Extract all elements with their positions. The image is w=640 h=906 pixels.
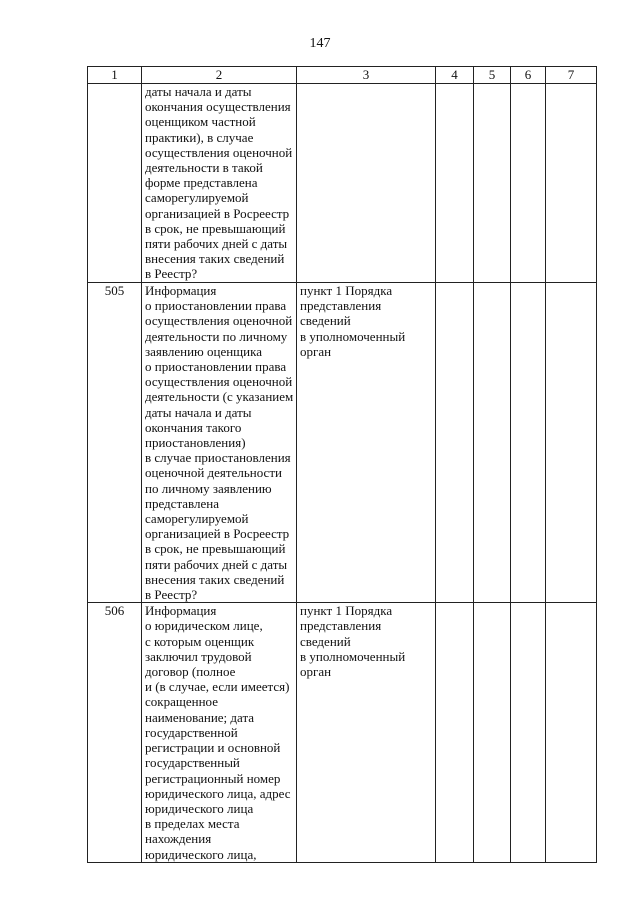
row-cell-c5 xyxy=(474,283,511,603)
table-body xyxy=(88,84,597,863)
column-header-7: 7 xyxy=(546,67,597,84)
description-line: по личному заявлению xyxy=(145,480,272,496)
description-line: в пределах места xyxy=(145,816,240,832)
description-line: оценщиком частной xyxy=(145,114,256,130)
description-line: Информация xyxy=(145,603,217,619)
description-line: договор (полное xyxy=(145,664,236,680)
description-line: юридического лица, адрес xyxy=(145,785,291,801)
description-line: осуществления оценочной xyxy=(145,144,293,160)
header-row xyxy=(88,67,597,84)
column-header-2: 2 xyxy=(142,67,297,84)
description-line: даты начала и даты xyxy=(145,404,252,420)
column-header-4: 4 xyxy=(436,67,474,84)
description-line: деятельности по личному xyxy=(145,328,288,344)
description-line: нахождения xyxy=(145,831,212,847)
row-description xyxy=(142,603,297,862)
basis-line: пункт 1 Порядка xyxy=(300,283,393,298)
description-line: в Реестр? xyxy=(145,266,198,282)
row-number: 506 xyxy=(88,603,142,862)
row-cell-c4 xyxy=(436,84,474,283)
basis-line: орган xyxy=(300,664,332,680)
basis-line: сведений xyxy=(300,633,351,649)
document-table xyxy=(87,66,597,863)
row-cell-c7 xyxy=(546,84,597,283)
row-basis xyxy=(297,84,436,283)
description-line: практики), в случае xyxy=(145,129,254,145)
row-cell-c4 xyxy=(436,283,474,603)
description-line: заключил трудовой xyxy=(145,648,252,664)
description-line: в случае приостановления xyxy=(145,450,291,466)
description-line: организацией в Росреестр xyxy=(145,526,290,542)
description-line: сокращенное xyxy=(145,694,218,710)
description-line: саморегулируемой xyxy=(145,511,249,527)
description-line: окончания такого xyxy=(145,419,242,435)
description-line: внесения таких сведений xyxy=(145,571,285,587)
basis-line: сведений xyxy=(300,313,351,329)
basis-line: представления xyxy=(300,298,382,314)
description-line: представлена xyxy=(145,495,220,511)
basis-line: в уполномоченный xyxy=(300,648,406,664)
description-line: в срок, не превышающий xyxy=(145,220,286,236)
row-number xyxy=(88,84,142,283)
description-line: юридического лица, xyxy=(145,846,257,862)
row-cell-c4 xyxy=(436,603,474,862)
basis-line: в уполномоченный xyxy=(300,328,406,344)
row-cell-c5 xyxy=(474,84,511,283)
column-header-1: 1 xyxy=(88,67,142,84)
description-line: в срок, не превышающий xyxy=(145,541,286,557)
row-description xyxy=(142,283,297,603)
row-basis xyxy=(297,283,436,603)
basis-line: представления xyxy=(300,618,382,634)
description-line: деятельности в такой xyxy=(145,160,263,176)
description-line: внесения таких сведений xyxy=(145,251,285,267)
description-line: осуществления оценочной xyxy=(145,374,293,390)
table-row xyxy=(88,603,597,862)
page-number: 147 xyxy=(309,36,331,51)
row-cell-c7 xyxy=(546,283,597,603)
description-line: государственной xyxy=(145,724,238,740)
column-header-3: 3 xyxy=(297,67,436,84)
description-line: пяти рабочих дней с даты xyxy=(145,556,288,572)
description-line: заявлению оценщика xyxy=(145,343,263,359)
basis-line: орган xyxy=(300,343,332,359)
description-line: Информация xyxy=(145,283,217,298)
description-line: регистрационный номер xyxy=(145,770,281,786)
description-line: регистрации и основной xyxy=(145,740,281,756)
description-line: окончания осуществления xyxy=(145,99,291,115)
description-line: и (в случае, если имеется) xyxy=(145,679,290,695)
description-line: государственный xyxy=(145,755,240,771)
table-row xyxy=(88,84,597,283)
description-line: в Реестр? xyxy=(145,587,198,603)
row-basis xyxy=(297,603,436,862)
description-line: о приостановлении права xyxy=(145,298,287,314)
row-cell-c6 xyxy=(511,283,546,603)
column-header-5: 5 xyxy=(474,67,511,84)
table-row xyxy=(88,283,597,603)
description-line: осуществления оценочной xyxy=(145,313,293,329)
row-cell-c7 xyxy=(546,603,597,862)
description-line: наименование; дата xyxy=(145,709,255,725)
description-line: пяти рабочих дней с даты xyxy=(145,236,288,252)
description-line: деятельности (с указанием xyxy=(145,389,294,405)
row-number: 505 xyxy=(88,283,142,603)
column-header-6: 6 xyxy=(511,67,546,84)
row-cell-c6 xyxy=(511,84,546,283)
description-line: даты начала и даты xyxy=(145,84,252,99)
row-description xyxy=(142,84,297,283)
description-line: о приостановлении права xyxy=(145,359,287,375)
description-line: форме представлена xyxy=(145,175,258,191)
description-line: саморегулируемой xyxy=(145,190,249,206)
description-line: о юридическом лице, xyxy=(145,618,263,634)
description-line: юридического лица xyxy=(145,800,254,816)
row-cell-c6 xyxy=(511,603,546,862)
description-line: организацией в Росреестр xyxy=(145,205,290,221)
row-cell-c5 xyxy=(474,603,511,862)
description-line: приостановления) xyxy=(145,435,246,451)
basis-line: пункт 1 Порядка xyxy=(300,603,393,619)
description-line: с которым оценщик xyxy=(145,633,255,649)
description-line: оценочной деятельности xyxy=(145,465,282,481)
